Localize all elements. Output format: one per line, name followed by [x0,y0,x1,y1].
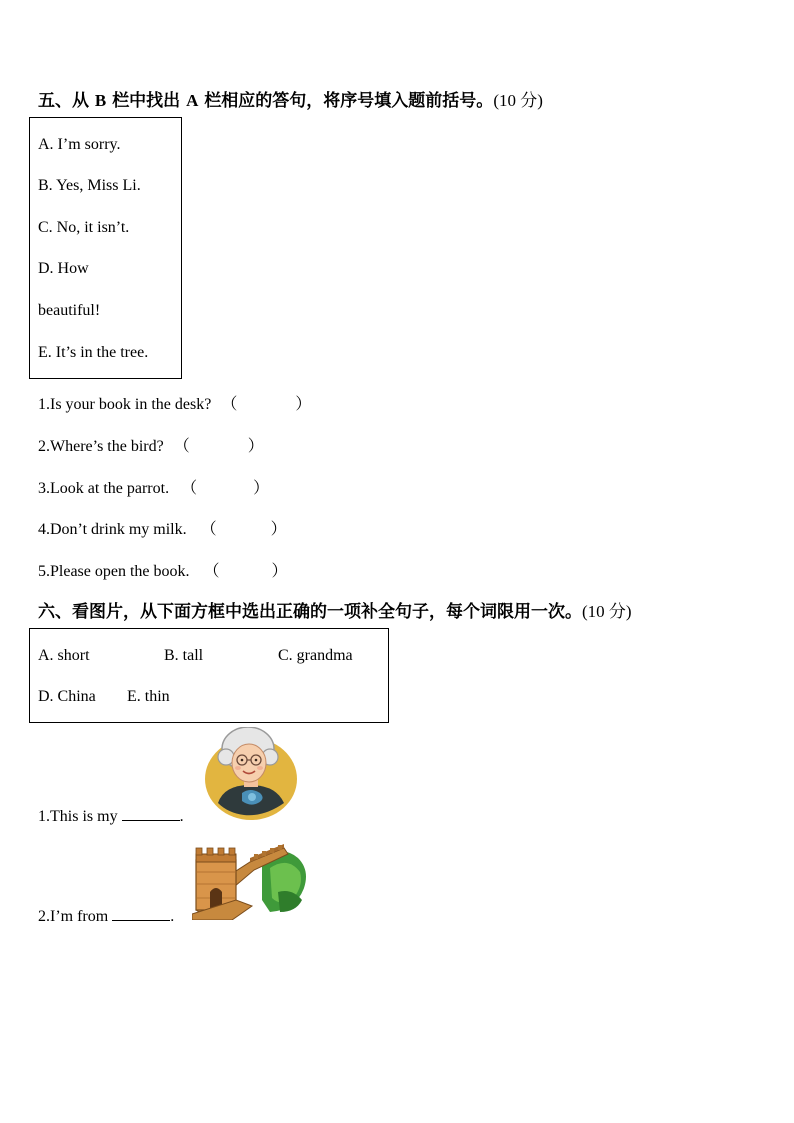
bracket-close: ） [295,396,312,413]
fill-blank[interactable] [112,906,170,921]
bracket-close: ） [271,563,288,580]
picture-item-2 [38,906,174,926]
word-option-e: E. thin [127,688,170,705]
section5-heading [38,86,543,111]
word-option-b: B. tall [164,647,204,664]
item-suffix: . [170,908,175,925]
picture-item-1 [38,806,184,826]
fill-blank[interactable] [122,806,180,821]
section5-heading-prefix: 五、从 [38,91,89,111]
option-d: D. How [38,260,89,277]
option-e: E. It’s in the tree. [38,344,149,361]
option-d-cont: beautiful! [38,302,101,319]
question-text: 3.Look at the parrot. [38,480,170,497]
question-4 [38,516,287,539]
bracket-open: （ [173,438,190,455]
section6-heading-score: (10 分) [582,602,632,621]
question-text: 4.Don’t drink my milk. [38,521,187,538]
bracket-close: ） [247,438,264,455]
grandma-icon [204,727,300,823]
bracket-open: （ [200,521,217,538]
question-text: 5.Please open the book. [38,563,190,580]
section6-heading [38,597,632,622]
section5-heading-mid: 栏中找出 [112,91,181,111]
section5-heading-score: (10 分) [493,91,543,110]
section5-heading-a: A [186,91,199,110]
item-suffix: . [179,808,184,825]
bracket-close: ） [253,480,270,497]
question-text: 1.Is your book in the desk? [38,396,212,413]
item-prefix: 2.I’m from [38,908,109,925]
word-option-c: C. grandma [278,647,353,664]
option-b: B. Yes, Miss Li. [38,177,141,194]
question-3 [38,475,269,498]
item-prefix: 1.This is my [38,808,118,825]
section5-heading-suffix: 栏相应的答句，将序号填入题前括号。 [204,91,494,111]
bracket-open: （ [203,563,220,580]
bracket-close: ） [270,521,287,538]
option-a: A. I’m sorry. [38,136,121,153]
section5-heading-b: B [94,91,107,110]
section6-heading-text: 六、看图片，从下面方框中选出正确的一项补全句子，每个词限用一次。 [38,602,582,622]
section5-options-box [29,117,182,379]
bracket-open: （ [221,396,238,413]
great-wall-icon [192,840,310,920]
section6-options-box [29,628,389,723]
option-c: C. No, it isn’t. [38,219,130,236]
question-2 [38,433,264,456]
word-option-a: A. short [38,647,90,664]
word-option-d: D. China [38,688,96,705]
question-1 [38,391,311,414]
bracket-open: （ [181,480,198,497]
question-text: 2.Where’s the bird? [38,438,164,455]
question-5 [38,558,288,581]
